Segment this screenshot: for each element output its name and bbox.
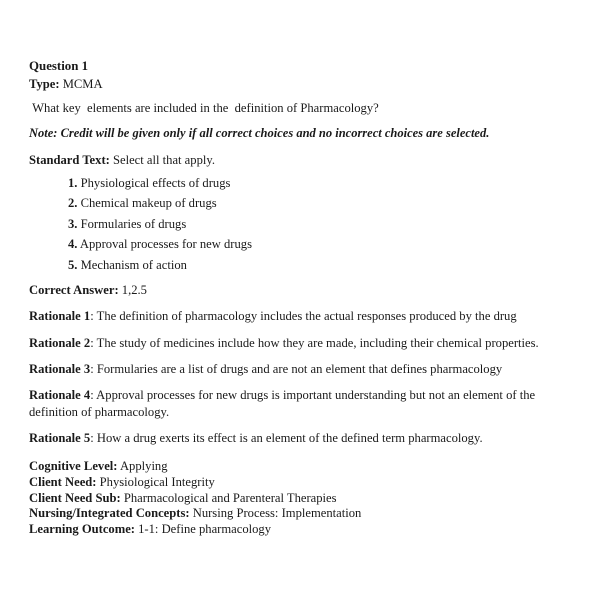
choice-number: 3. bbox=[68, 216, 78, 231]
metadata-label: Cognitive Level: bbox=[29, 459, 118, 474]
rationale-label: Rationale 4 bbox=[29, 388, 91, 403]
metadata-value: Applying bbox=[117, 459, 168, 474]
rationale-label: Rationale 5 bbox=[29, 431, 91, 446]
rationale-text: Approval processes for new drugs is important understanding but not an element of the definition of pharmacology. bbox=[29, 388, 536, 419]
rationale-label: Rationale 1 bbox=[29, 309, 91, 324]
rationale-separator: : bbox=[90, 361, 97, 376]
rationale-text: The study of medicines include how they are made, including their chemical properties. bbox=[96, 335, 539, 350]
question-stem: What key elements are included in the definition of Pharmacology? bbox=[29, 101, 379, 116]
choice-number: 1. bbox=[68, 176, 78, 191]
metadata-value: Pharmacological and Parenteral Therapies bbox=[120, 490, 337, 505]
correct-answer-value: 1,2.5 bbox=[118, 282, 147, 297]
list-item[interactable] bbox=[68, 214, 553, 234]
answer-choice-list bbox=[29, 173, 553, 275]
metadata-label: Client Need: bbox=[29, 474, 97, 489]
metadata-row-nursing-integrated-concepts bbox=[29, 506, 553, 522]
rationale-5 bbox=[29, 430, 553, 446]
choice-text: Formularies of drugs bbox=[77, 216, 187, 231]
standard-text-value: Select all that apply. bbox=[109, 152, 215, 167]
correct-answer-line bbox=[29, 282, 553, 298]
rationale-separator: : bbox=[90, 309, 97, 324]
metadata-row-cognitive-level bbox=[29, 459, 553, 475]
rationale-1 bbox=[29, 308, 553, 324]
rationale-3 bbox=[29, 361, 553, 377]
question-type-line bbox=[29, 76, 553, 92]
choice-text: Mechanism of action bbox=[77, 257, 187, 272]
rationale-label: Rationale 3 bbox=[29, 361, 91, 376]
metadata-label: Client Need Sub: bbox=[29, 490, 121, 505]
rationale-2 bbox=[29, 335, 553, 351]
choice-number: 5. bbox=[68, 257, 78, 272]
metadata-row-client-need bbox=[29, 475, 553, 491]
question-type-value: MCMA bbox=[59, 76, 103, 91]
standard-text-line bbox=[29, 152, 553, 168]
metadata-row-client-need-sub bbox=[29, 491, 553, 507]
rationale-text: The definition of pharmacology includes the actual responses produced by the drug bbox=[96, 309, 517, 324]
metadata-label: Nursing/Integrated Concepts: bbox=[29, 506, 190, 521]
standard-text-label: Standard Text: bbox=[29, 152, 110, 167]
rationale-label: Rationale 2 bbox=[29, 335, 91, 350]
metadata-value: Physiological Integrity bbox=[96, 474, 215, 489]
choice-text: Physiological effects of drugs bbox=[77, 176, 231, 191]
correct-answer-label: Correct Answer: bbox=[29, 282, 119, 297]
rationale-separator: : bbox=[90, 388, 97, 403]
metadata-value: Nursing Process: Implementation bbox=[189, 506, 362, 521]
metadata-value: 1-1: Define pharmacology bbox=[134, 521, 272, 536]
question-item bbox=[29, 58, 553, 537]
choice-number: 2. bbox=[68, 196, 78, 211]
rationale-separator: : bbox=[90, 431, 97, 446]
metadata-row-learning-outcome bbox=[29, 522, 553, 538]
rationale-separator: : bbox=[90, 335, 97, 350]
list-item[interactable] bbox=[68, 193, 553, 213]
question-heading: Question 1 bbox=[29, 59, 89, 73]
rationale-text: How a drug exerts its effect is an element of the defined term pharmacology. bbox=[96, 431, 483, 446]
rationale-text: Formularies are a list of drugs and are not an element that defines pharmacology bbox=[96, 361, 503, 376]
rationale-4 bbox=[29, 387, 553, 420]
metadata-label: Learning Outcome: bbox=[29, 521, 135, 536]
list-item[interactable] bbox=[68, 173, 553, 193]
choice-text: Approval processes for new drugs bbox=[77, 237, 252, 252]
list-item[interactable] bbox=[68, 234, 553, 254]
question-metadata bbox=[29, 459, 553, 537]
question-note: Note: Credit will be given only if all correct choices and no incorrect choices are selected. bbox=[29, 126, 490, 141]
choice-number: 4. bbox=[68, 237, 78, 252]
choice-text: Chemical makeup of drugs bbox=[77, 196, 217, 211]
list-item[interactable] bbox=[68, 255, 553, 275]
question-type-label: Type: bbox=[29, 76, 60, 91]
